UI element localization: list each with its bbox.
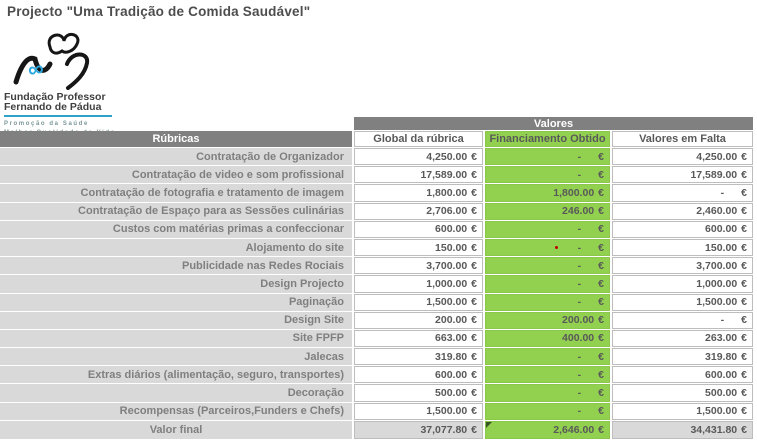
currency-symbol: € <box>598 332 604 345</box>
zero-dash: - <box>720 314 725 327</box>
cell-obtained[interactable] <box>485 275 610 292</box>
cell-value: 1,500.00 <box>426 405 468 418</box>
currency-symbol: € <box>598 405 604 418</box>
cell-obtained[interactable] <box>485 348 610 365</box>
currency-symbol: € <box>598 423 604 436</box>
currency-symbol: € <box>471 259 477 272</box>
currency-symbol: € <box>471 223 477 236</box>
row-label[interactable]: Extras diários (alimentação, seguro, transportes) <box>0 366 352 383</box>
currency-symbol: € <box>741 368 747 381</box>
cell-value: 4,250.00 <box>426 150 468 163</box>
cell-global[interactable] <box>354 275 483 292</box>
total-global-value: 37,077.80 <box>420 423 468 436</box>
currency-symbol: € <box>741 296 747 309</box>
currency-symbol: € <box>598 314 604 327</box>
zero-dash: - <box>577 350 582 363</box>
currency-symbol: € <box>471 387 477 400</box>
zero-dash: - <box>577 223 582 236</box>
currency-symbol: € <box>741 350 747 363</box>
cell-global[interactable] <box>354 312 483 329</box>
cell-value: 600.00 <box>435 223 468 236</box>
total-row <box>0 421 753 439</box>
currency-symbol: € <box>471 168 477 181</box>
cell-value: 2,460.00 <box>696 205 738 218</box>
cell-obtained[interactable] <box>485 330 610 347</box>
currency-symbol: € <box>741 277 747 290</box>
table-row <box>0 366 753 383</box>
currency-symbol: € <box>598 368 604 381</box>
table-row <box>0 184 753 201</box>
currency-symbol: € <box>741 387 747 400</box>
cell-value: 200.00 <box>435 314 468 327</box>
table-body <box>0 148 753 420</box>
cell-missing[interactable] <box>612 221 753 238</box>
column-header-valores-em-falta[interactable]: Valores em Falta <box>612 131 753 147</box>
group-header-row <box>0 117 753 130</box>
currency-symbol: € <box>741 314 747 327</box>
comment-marker <box>555 246 558 249</box>
table-row <box>0 312 753 329</box>
currency-symbol: € <box>741 205 747 218</box>
cell-value: 17,589.00 <box>420 168 468 181</box>
cell-obtained[interactable] <box>485 184 610 201</box>
zero-dash: - <box>577 368 582 381</box>
cell-value: 17,589.00 <box>690 168 738 181</box>
cell-missing[interactable] <box>612 166 753 183</box>
zero-dash: - <box>720 186 725 199</box>
cell-obtained[interactable] <box>485 166 610 183</box>
currency-symbol: € <box>598 223 604 236</box>
cell-value: 4,250.00 <box>696 150 738 163</box>
cell-global[interactable] <box>354 384 483 401</box>
currency-symbol: € <box>598 259 604 272</box>
cell-value: 400.00 <box>562 332 595 345</box>
currency-symbol: € <box>598 296 604 309</box>
table-row <box>0 294 753 311</box>
currency-symbol: € <box>741 405 747 418</box>
table-row <box>0 384 753 401</box>
cell-global[interactable] <box>354 330 483 347</box>
zero-dash: - <box>577 168 582 181</box>
column-header-global[interactable]: Global da rúbrica <box>354 131 483 147</box>
row-label[interactable]: Design Site <box>0 312 352 329</box>
row-label[interactable]: Recompensas (Parceiros,Funders e Chefs) <box>0 403 352 420</box>
logo-tagline-1: Promoção da Saúde <box>4 120 89 127</box>
cell-missing[interactable] <box>612 203 753 220</box>
cell-value: 150.00 <box>705 241 738 254</box>
cell-obtained[interactable] <box>485 294 610 311</box>
row-label[interactable]: Contratação de video e som profissional <box>0 166 352 183</box>
currency-symbol: € <box>598 150 604 163</box>
cell-global[interactable] <box>354 166 483 183</box>
currency-symbol: € <box>741 241 747 254</box>
total-obtained-cell[interactable] <box>485 421 610 439</box>
table-row <box>0 257 753 274</box>
page-title: Projecto "Uma Tradição de Comida Saudável" <box>7 4 311 19</box>
table-row <box>0 203 753 220</box>
column-header-row <box>0 131 753 147</box>
row-label[interactable]: Design Projecto <box>0 275 352 292</box>
cell-global[interactable] <box>354 348 483 365</box>
zero-dash: - <box>577 387 582 400</box>
group-header-valores[interactable]: Valores <box>354 117 753 130</box>
zero-dash: - <box>577 296 582 309</box>
cell-global[interactable] <box>354 257 483 274</box>
cell-missing[interactable] <box>612 148 753 165</box>
cell-value: 1,500.00 <box>696 405 738 418</box>
cell-global[interactable] <box>354 148 483 165</box>
column-header-financiamento[interactable]: Financiamento Obtido <box>485 131 610 147</box>
currency-symbol: € <box>598 277 604 290</box>
cell-value: 663.00 <box>435 332 468 345</box>
currency-symbol: € <box>471 405 477 418</box>
total-global-cell[interactable] <box>354 421 483 439</box>
cell-value: 1,000.00 <box>426 277 468 290</box>
currency-symbol: € <box>471 296 477 309</box>
zero-dash: - <box>577 277 582 290</box>
currency-symbol: € <box>741 423 747 436</box>
currency-symbol: € <box>598 387 604 400</box>
table-row <box>0 148 753 165</box>
cell-value: 600.00 <box>705 223 738 236</box>
cell-value: 1,500.00 <box>426 296 468 309</box>
cell-value: 1,800.00 <box>426 186 468 199</box>
currency-symbol: € <box>471 332 477 345</box>
currency-symbol: € <box>471 186 477 199</box>
infinity-icon: ∞ <box>25 55 46 83</box>
row-label[interactable]: Decoração <box>0 384 352 401</box>
cell-value: 600.00 <box>435 368 468 381</box>
total-missing-cell[interactable] <box>612 421 753 439</box>
table-row <box>0 239 753 256</box>
cell-global[interactable] <box>354 203 483 220</box>
cell-obtained[interactable] <box>485 239 610 256</box>
cell-missing[interactable] <box>612 330 753 347</box>
table-row <box>0 166 753 183</box>
cell-value: 1,000.00 <box>696 277 738 290</box>
formula-flag-triangle <box>486 422 492 428</box>
currency-symbol: € <box>471 350 477 363</box>
currency-symbol: € <box>598 350 604 363</box>
cell-value: 2,706.00 <box>426 205 468 218</box>
header-spacer <box>0 117 352 130</box>
total-label[interactable]: Valor final <box>0 421 352 439</box>
cell-obtained[interactable] <box>485 257 610 274</box>
table-row <box>0 348 753 365</box>
logo-name-line2: Fernando de Pádua <box>4 100 102 113</box>
cell-value: 319.80 <box>705 350 738 363</box>
row-label[interactable]: Site FPFP <box>0 330 352 347</box>
column-header-rubricas[interactable]: Rúbricas <box>0 131 352 147</box>
table-row <box>0 221 753 238</box>
row-label[interactable]: Alojamento do site <box>0 239 352 256</box>
cell-value: 3,700.00 <box>426 259 468 272</box>
cell-value: 500.00 <box>435 387 468 400</box>
cell-obtained[interactable] <box>485 312 610 329</box>
currency-symbol: € <box>471 277 477 290</box>
cell-value: 500.00 <box>705 387 738 400</box>
cell-value: 263.00 <box>705 332 738 345</box>
row-label[interactable]: Publicidade nas Redes Rociais <box>0 257 352 274</box>
cell-value: 1,800.00 <box>553 186 595 199</box>
cell-global[interactable] <box>354 403 483 420</box>
currency-symbol: € <box>471 368 477 381</box>
cell-global[interactable] <box>354 294 483 311</box>
cell-missing[interactable] <box>612 257 753 274</box>
cell-obtained[interactable] <box>485 403 610 420</box>
total-missing-value: 34,431.80 <box>690 423 738 436</box>
zero-dash: - <box>577 259 582 272</box>
row-label[interactable]: Contratação de fotografia e tratamento de imagem <box>0 184 352 201</box>
cell-missing[interactable] <box>612 366 753 383</box>
table-row <box>0 330 753 347</box>
row-label[interactable]: Custos com matérias primas a confeccionar <box>0 221 352 238</box>
cell-missing[interactable] <box>612 384 753 401</box>
cell-value: 1,500.00 <box>696 296 738 309</box>
cell-value: 200.00 <box>562 314 595 327</box>
currency-symbol: € <box>741 259 747 272</box>
table-row <box>0 403 753 420</box>
cell-value: 246.00 <box>562 205 595 218</box>
cell-missing[interactable] <box>612 184 753 201</box>
cell-global[interactable] <box>354 221 483 238</box>
currency-symbol: € <box>598 241 604 254</box>
total-obtained-value: 2,646.00 <box>553 423 595 436</box>
cell-missing[interactable] <box>612 403 753 420</box>
currency-symbol: € <box>471 150 477 163</box>
cell-value: 600.00 <box>705 368 738 381</box>
currency-symbol: € <box>471 423 477 436</box>
currency-symbol: € <box>598 205 604 218</box>
cell-missing[interactable] <box>612 312 753 329</box>
cell-value: 3,700.00 <box>696 259 738 272</box>
cell-missing[interactable] <box>612 275 753 292</box>
cell-obtained[interactable] <box>485 384 610 401</box>
row-label[interactable]: Jalecas <box>0 348 352 365</box>
budget-table <box>0 117 753 439</box>
logo-name-line1: Fundação Professor <box>4 91 106 103</box>
currency-symbol: € <box>741 223 747 236</box>
row-label[interactable]: Paginação <box>0 294 352 311</box>
cell-missing[interactable] <box>612 294 753 311</box>
table-row <box>0 275 753 292</box>
currency-symbol: € <box>598 168 604 181</box>
zero-dash: - <box>577 405 582 418</box>
cell-global[interactable] <box>354 366 483 383</box>
cell-missing[interactable] <box>612 239 753 256</box>
row-label[interactable]: Contratação de Espaço para as Sessões culinárias <box>0 203 352 220</box>
zero-dash: - <box>577 241 582 254</box>
currency-symbol: € <box>741 332 747 345</box>
zero-dash: - <box>577 150 582 163</box>
cell-obtained[interactable] <box>485 148 610 165</box>
currency-symbol: € <box>598 186 604 199</box>
currency-symbol: € <box>741 168 747 181</box>
currency-symbol: € <box>741 186 747 199</box>
logo-glyph-icon <box>10 30 114 94</box>
cell-obtained[interactable] <box>485 366 610 383</box>
cell-global[interactable] <box>354 239 483 256</box>
cell-value: 319.80 <box>435 350 468 363</box>
cell-obtained[interactable] <box>485 203 610 220</box>
cell-missing[interactable] <box>612 348 753 365</box>
cell-obtained[interactable] <box>485 221 610 238</box>
currency-symbol: € <box>471 241 477 254</box>
cell-global[interactable] <box>354 184 483 201</box>
currency-symbol: € <box>471 314 477 327</box>
currency-symbol: € <box>741 150 747 163</box>
row-label[interactable]: Contratação de Organizador <box>0 148 352 165</box>
cell-value: 150.00 <box>435 241 468 254</box>
currency-symbol: € <box>471 205 477 218</box>
